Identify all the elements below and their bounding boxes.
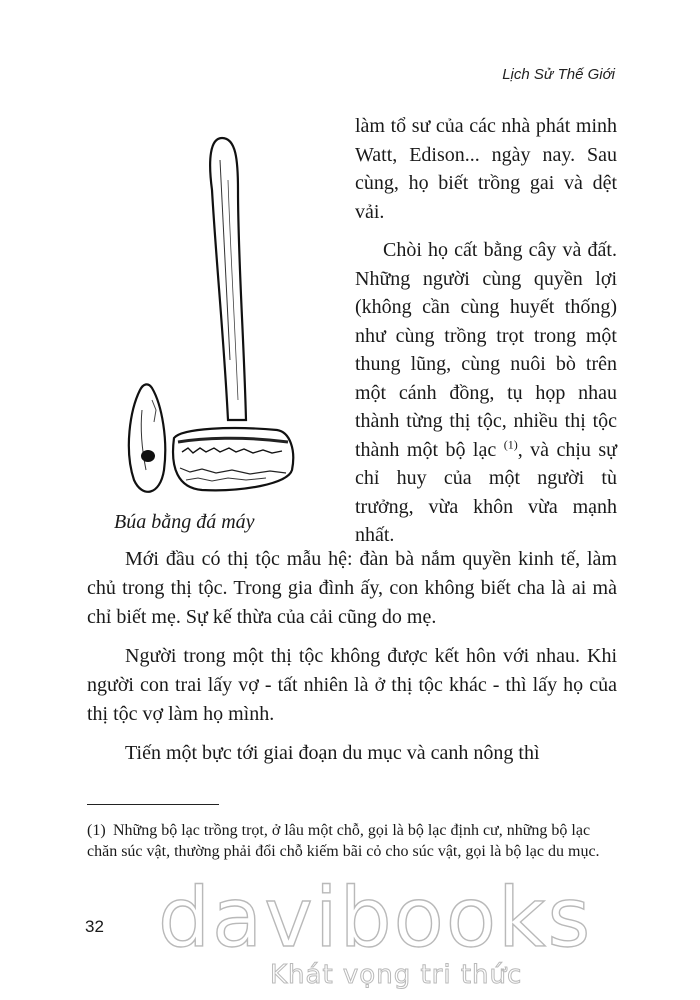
footnote-reference: (1) bbox=[503, 436, 518, 451]
footnote bbox=[87, 820, 619, 862]
watermark-tagline: Khát vọng tri thức bbox=[270, 960, 523, 990]
body-paragraph-3: Tiến một bực tới giai đoạn du mục và canh nông thì bbox=[125, 742, 540, 764]
side-paragraph-1: làm tổ sư của các nhà phát minh Watt, Edison... ngày nay. Sau cùng, họ biết trồng gai và dệt vải. bbox=[355, 115, 617, 223]
running-header: Lịch Sử Thế Giới bbox=[502, 66, 615, 83]
side-paragraph-2 bbox=[355, 236, 617, 550]
main-text-body bbox=[87, 545, 617, 778]
body-paragraph-2: Người trong một thị tộc không được kết hôn với nhau. Khi người con trai lấy vợ - tất nhiên là ở thị tộc khác - thì lấy họ của thị tộc vợ làm họ mình. bbox=[87, 645, 617, 725]
page-number: 32 bbox=[85, 917, 104, 936]
footnote-divider bbox=[87, 804, 219, 805]
side-paragraph-2-tail: , và chịu sự chỉ huy của một người tù trưởng, vừa khôn vừa mạnh nhất. bbox=[355, 438, 618, 546]
footnote-text: Những bộ lạc trồng trọt, ở lâu một chỗ, gọi là bộ lạc định cư, những bộ lạc chăn súc vật, thường phải đổi chỗ kiếm bãi cỏ cho súc vật, gọi là bộ lạc du mục. bbox=[87, 822, 600, 860]
side-paragraph-2-text: Chòi họ cất bằng cây và đất. Những người cùng quyền lợi (không cần cùng huyết thống) như cùng trồng trọt trong một thung lũng, cùng nuôi bò trên một cánh đồng, tụ họp nhau thành từng thị tộc, nhiều thị tộc thành một bộ lạc bbox=[355, 239, 617, 461]
side-text-column bbox=[355, 112, 617, 560]
stone-hammer-illustration bbox=[112, 120, 332, 515]
hammer-drawing bbox=[112, 120, 332, 515]
body-paragraph-1: Mới đầu có thị tộc mẫu hệ: đàn bà nắm quyền kinh tế, làm chủ trong thị tộc. Trong gia đình ấy, con không biết cha là ai mà chỉ biết mẹ. Sự kế thừa của cải cũng do mẹ. bbox=[87, 548, 617, 628]
figure-caption: Búa bằng đá máy bbox=[114, 511, 255, 533]
watermark-logo: davibooks bbox=[158, 871, 593, 966]
footnote-number: (1) bbox=[87, 822, 106, 839]
